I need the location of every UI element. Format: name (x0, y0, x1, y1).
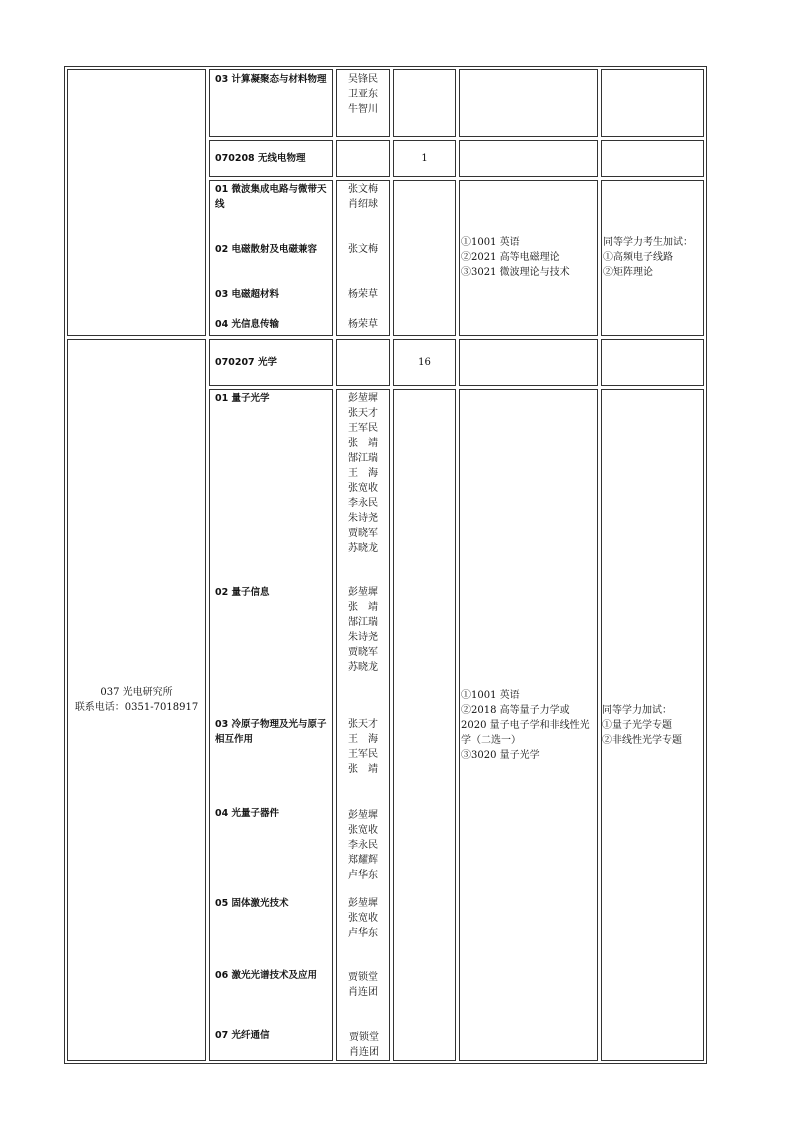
supervisor-name: 王军民 (348, 749, 378, 760)
remark-line: ②矩阵理论 (603, 267, 653, 278)
supervisor-name: 肖连团 (348, 987, 378, 998)
direction-label: 04 光量子器件 (215, 808, 280, 819)
supervisor-name: 贾锁堂 (349, 1032, 379, 1043)
direction-label: 07 光纤通信 (215, 1030, 270, 1041)
supervisor-name: 王 海 (348, 734, 378, 745)
exam-cell (459, 140, 598, 177)
direction-label: 02 量子信息 (215, 587, 270, 598)
quota-cell (393, 69, 456, 137)
supervisor-list (336, 717, 390, 777)
direction-label: 06 激光光谱技术及应用 (215, 970, 318, 981)
supervisor-name: 张 靖 (348, 764, 378, 775)
remark-line: ②非线性光学专题 (602, 735, 682, 746)
supervisor-name: 张文梅 (348, 244, 378, 255)
supervisor-name: 王 海 (348, 468, 378, 479)
remark-line: 同等学力加试： (602, 705, 672, 716)
supervisor-name: 卢华东 (348, 870, 378, 881)
supervisor-name: 张宽收 (348, 483, 378, 494)
supervisor-name: 贾晓军 (348, 528, 378, 539)
remarks-cell (601, 69, 704, 137)
supervisor-name: 杨荣草 (348, 319, 378, 330)
institute-cell-top (67, 69, 206, 336)
direction-label: 04 光信息传输 (215, 319, 280, 330)
exam-subject: ②2018 高等量子力学或 2020 量子电子学和非线性光学（二选一） (461, 705, 590, 746)
supervisor-name: 张文梅 (348, 184, 378, 195)
exam-subjects (461, 688, 597, 763)
supervisor-name: 贾锁堂 (348, 972, 378, 983)
supervisor-name: 张 靖 (348, 438, 378, 449)
remark-line: ①高频电子线路 (603, 252, 673, 263)
direction-label: 01 量子光学 (215, 393, 270, 404)
quota-cell (393, 180, 456, 336)
exam-cell (459, 339, 598, 386)
major-code-name: 070208 无线电物理 (215, 153, 306, 164)
exam-subject: ③3021 微波理论与技术 (461, 267, 570, 278)
supervisor-cell (336, 339, 390, 386)
supervisor-list (336, 391, 390, 556)
direction-label: 03 冷原子物理及光与原子相互作用 (215, 719, 327, 745)
exam-subject: ③3020 量子光学 (461, 750, 540, 761)
supervisor-list (336, 585, 390, 675)
supervisor-name: 卢华东 (348, 928, 378, 939)
institute-name: 037 光电研究所 (100, 687, 173, 698)
supervisor-cell (336, 140, 390, 177)
supervisor-name: 杨荣草 (348, 289, 378, 300)
supervisor-list (336, 970, 390, 1000)
supervisor-name: 张 靖 (348, 602, 378, 613)
supervisor-name: 彭堃墀 (348, 810, 378, 821)
supervisor-name: 李永民 (348, 498, 378, 509)
supervisor-name: 朱诗尧 (348, 632, 378, 643)
remarks-cell (601, 140, 704, 177)
remarks-text (603, 235, 703, 280)
direction-label: 03 电磁超材料 (215, 289, 280, 300)
exam-subjects (461, 235, 596, 280)
supervisor-name: 吴锋民 (348, 74, 378, 85)
direction-label: 03 计算凝聚态与材料物理 (215, 74, 327, 85)
major-quota: 1 (421, 153, 428, 164)
exam-subject: ①1001 英语 (461, 690, 520, 701)
remark-line: ①量子光学专题 (602, 720, 672, 731)
supervisor-name: 张宽收 (348, 825, 378, 836)
supervisor-name: 肖绍球 (348, 199, 378, 210)
supervisor-name: 苏晓龙 (348, 543, 378, 554)
supervisor-name: 郜江瑞 (348, 453, 378, 464)
supervisor-name: 郜江瑞 (348, 617, 378, 628)
direction-label: 02 电磁散射及电磁兼容 (215, 244, 318, 255)
direction-label: 01 微波集成电路与微带天线 (215, 184, 327, 210)
supervisor-name: 贾晓军 (348, 647, 378, 658)
supervisor-name: 苏晓龙 (348, 662, 378, 673)
supervisor-list (336, 242, 390, 257)
supervisor-list (336, 808, 390, 883)
supervisor-list (336, 317, 390, 332)
supervisor-name: 张天才 (348, 408, 378, 419)
supervisor-list (336, 287, 390, 302)
supervisor-name: 彭堃墀 (348, 393, 378, 404)
supervisor-name: 彭堃墀 (348, 587, 378, 598)
remarks-cell (601, 339, 704, 386)
major-code-name: 070207 光学 (215, 357, 277, 368)
institute-phone: 联系电话：0351-7018917 (74, 702, 199, 713)
supervisor-list (336, 182, 390, 212)
supervisor-name: 王军民 (348, 423, 378, 434)
direction-label: 05 固体激光技术 (215, 898, 289, 909)
supervisor-name: 牛智川 (348, 104, 378, 115)
supervisor-list (336, 72, 390, 117)
supervisor-name: 朱诗尧 (348, 513, 378, 524)
exam-subject: ②2021 高等电磁理论 (461, 252, 560, 263)
supervisor-name: 郑耀辉 (348, 855, 378, 866)
supervisor-list (337, 1030, 391, 1060)
remarks-text (602, 703, 702, 748)
supervisor-name: 张宽收 (348, 913, 378, 924)
exam-subject: ①1001 英语 (461, 237, 520, 248)
supervisor-name: 彭堃墀 (348, 898, 378, 909)
remark-line: 同等学力考生加试： (603, 237, 693, 248)
supervisor-name: 李永民 (348, 840, 378, 851)
quota-cell (393, 389, 456, 1061)
supervisor-name: 卫亚东 (348, 89, 378, 100)
supervisor-name: 张天才 (348, 719, 378, 730)
exam-cell (459, 69, 598, 137)
supervisor-list (336, 896, 390, 941)
major-quota: 16 (418, 357, 431, 368)
supervisor-name: 肖连团 (349, 1047, 379, 1058)
